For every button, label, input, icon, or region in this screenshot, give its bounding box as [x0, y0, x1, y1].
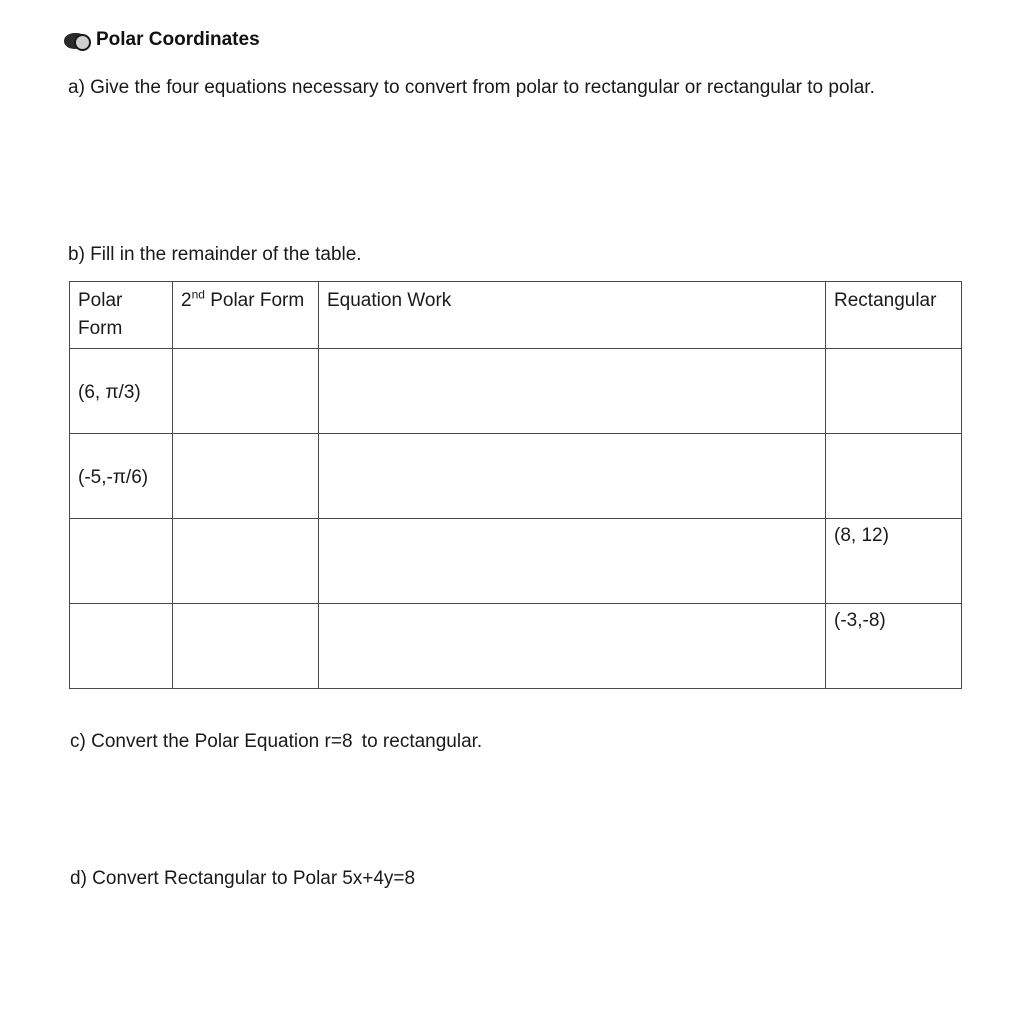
bullet-icon — [62, 29, 90, 51]
question-c-text: c) Convert the Polar Equation r=8 — [70, 731, 353, 752]
cell-equation-work[interactable] — [319, 349, 826, 434]
header-second-polar-ordinal: 2 — [181, 290, 192, 311]
page-title: Polar Coordinates — [96, 29, 260, 50]
header-equation-work: Equation Work — [319, 282, 826, 349]
question-b: b) Fill in the remainder of the table. — [68, 244, 362, 265]
cell-equation-work[interactable] — [319, 519, 826, 604]
question-d-equation: 5x+4y=8 — [342, 868, 416, 889]
header-rectangular: Rectangular — [826, 282, 962, 349]
header-second-polar-suffix: nd — [191, 287, 205, 302]
cell-rectangular[interactable] — [826, 349, 962, 434]
cell-equation-work[interactable] — [319, 434, 826, 519]
question-d — [70, 863, 415, 894]
header-second-polar-rest: Polar Form — [204, 290, 305, 311]
question-c — [70, 726, 482, 757]
header-second-polar-form — [173, 282, 319, 349]
cell-second-polar[interactable] — [173, 604, 319, 689]
question-c-suffix: to rectangular. — [356, 731, 483, 752]
cell-rectangular[interactable]: (8, 12) — [826, 519, 962, 604]
cell-polar[interactable]: (-5,-π/6) — [70, 434, 173, 519]
cell-second-polar[interactable] — [173, 519, 319, 604]
table-row — [70, 519, 962, 604]
title-row — [62, 29, 260, 51]
table-row — [70, 604, 962, 689]
question-a: a) Give the four equations necessary to convert from polar to rectangular or rectangular to polar. — [68, 77, 875, 98]
table-row — [70, 349, 962, 434]
cell-polar[interactable] — [70, 604, 173, 689]
cell-polar[interactable] — [70, 519, 173, 604]
table-row — [70, 434, 962, 519]
cell-rectangular[interactable]: (-3,-8) — [826, 604, 962, 689]
header-polar-form: Polar Form — [70, 282, 173, 349]
table-header-row — [70, 282, 962, 349]
cell-second-polar[interactable] — [173, 349, 319, 434]
question-d-text: d) Convert Rectangular to Polar — [70, 868, 338, 889]
cell-polar[interactable]: (6, π/3) — [70, 349, 173, 434]
cell-equation-work[interactable] — [319, 604, 826, 689]
conversion-table — [69, 281, 962, 689]
cell-second-polar[interactable] — [173, 434, 319, 519]
cell-rectangular[interactable] — [826, 434, 962, 519]
